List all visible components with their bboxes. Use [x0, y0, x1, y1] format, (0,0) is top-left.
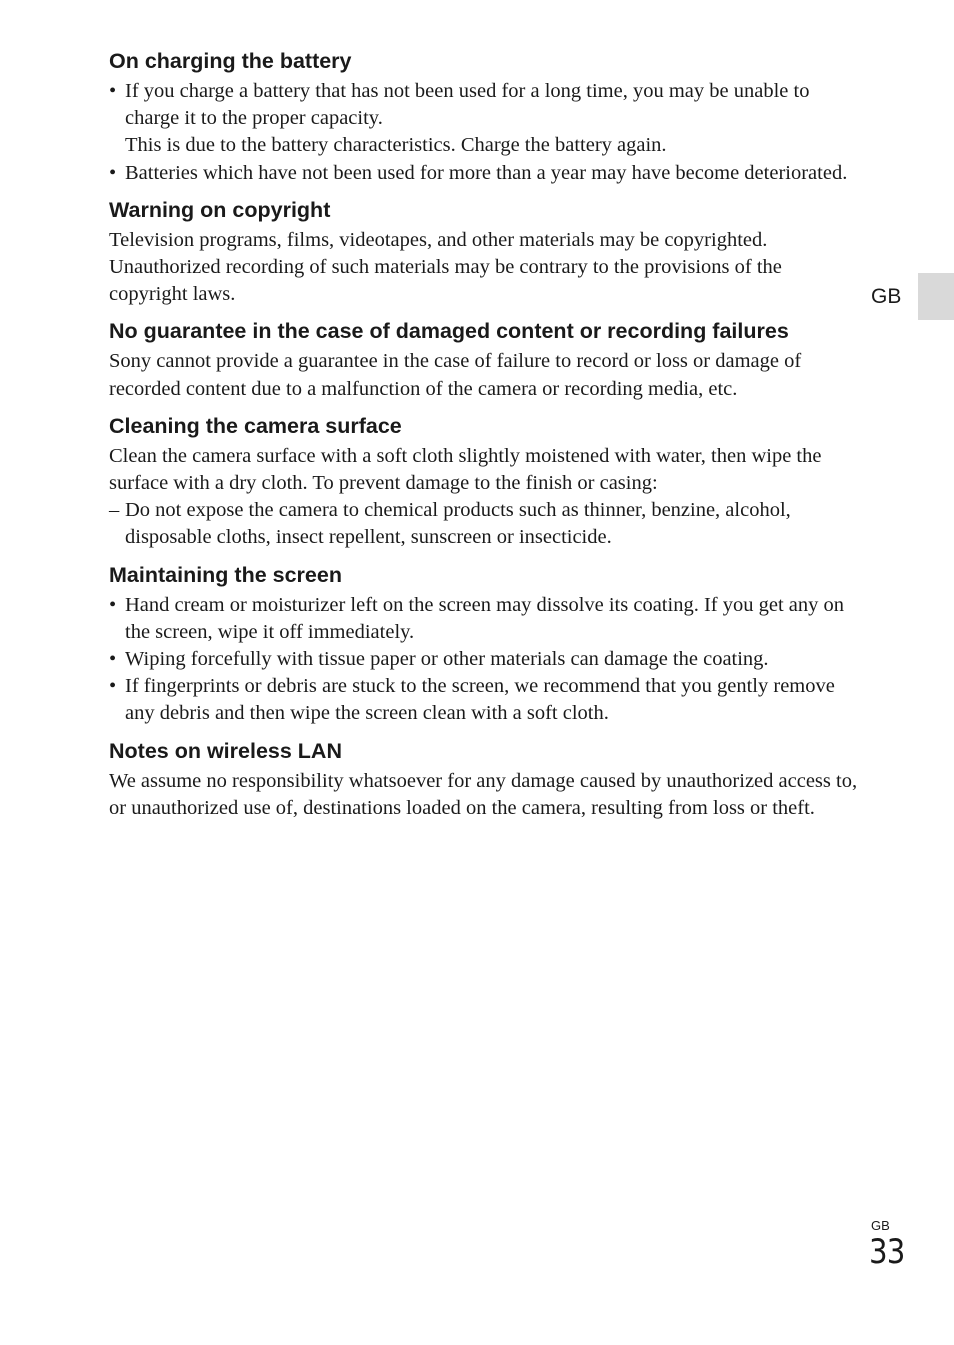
page-number: 33 — [869, 1232, 905, 1272]
list-item-continuation: This is due to the battery characteristics. Charge the battery again. — [125, 134, 667, 157]
list-item-text: Batteries which have not been used for more than a year may have become deteriorated. — [125, 161, 848, 184]
bullet-marker: • — [109, 648, 117, 671]
bullet-marker: • — [109, 161, 117, 184]
section-heading: No guarantee in the case of damaged content or recording failures — [109, 319, 789, 344]
list-item — [109, 673, 861, 727]
list-item — [109, 497, 861, 551]
dash-list — [109, 497, 861, 551]
bullet-marker: • — [109, 593, 117, 616]
list-item — [109, 646, 861, 673]
section-heading: Maintaining the screen — [109, 562, 342, 587]
bullet-marker: • — [109, 80, 117, 102]
section-heading: Warning on copyright — [109, 197, 331, 222]
language-side-label: GB — [871, 285, 902, 308]
bullet-list — [109, 78, 861, 187]
section-paragraph: Sony cannot provide a guarantee in the case of failure to record or loss or damage of recorded content due to a malfunction of the camera or recording media, etc. — [109, 350, 802, 400]
section-charging-battery — [109, 48, 861, 187]
list-item-text: If you charge a battery that has not been used for a long time, you may be unable to charge it to the proper capacity. — [125, 80, 810, 130]
bullet-list — [109, 592, 861, 728]
language-side-tab — [918, 273, 954, 320]
section-paragraph: Clean the camera surface with a soft cloth slightly moistened with water, then wipe the surface with a dry cloth. To prevent damage to the finish or casing: — [109, 444, 822, 495]
section-heading: On charging the battery — [109, 49, 352, 73]
section-heading: Notes on wireless LAN — [109, 738, 342, 763]
list-item — [109, 78, 861, 160]
list-item-text: Do not expose the camera to chemical products such as thinner, benzine, alcohol, disposable cloths, insect repellent, sunscreen or insecticide. — [125, 499, 791, 549]
section-paragraph: We assume no responsibility whatsoever for any damage caused by unauthorized access to, or unauthorized use of, destinations loaded on the camera, resulting from loss or theft. — [109, 769, 858, 819]
list-item-text: Wiping forcefully with tissue paper or other materials can damage the coating. — [125, 648, 769, 671]
page-footer — [869, 1218, 913, 1271]
section-warning-copyright — [109, 197, 861, 309]
dash-marker: – — [109, 499, 120, 522]
list-item-text: If fingerprints or debris are stuck to the screen, we recommend that you gently remove any debris and then wipe the screen clean with a soft cloth. — [125, 675, 835, 725]
section-cleaning-surface — [109, 413, 861, 552]
page-language-code: GB — [871, 1218, 890, 1233]
section-heading: Cleaning the camera surface — [109, 413, 402, 438]
page-content — [109, 48, 861, 832]
bullet-marker: • — [109, 675, 117, 698]
section-no-guarantee — [109, 318, 861, 402]
section-maintaining-screen — [109, 562, 861, 728]
list-item — [109, 160, 861, 187]
list-item — [109, 592, 861, 646]
list-item-text: Hand cream or moisturizer left on the screen may dissolve its coating. If you get any on the screen, wipe it off immediately. — [125, 593, 844, 643]
section-wireless-lan — [109, 738, 861, 822]
section-paragraph: Television programs, films, videotapes, and other materials may be copyrighted. Unauthorized recording of such materials may be contrary to the provisions of the copyright laws. — [109, 228, 782, 306]
